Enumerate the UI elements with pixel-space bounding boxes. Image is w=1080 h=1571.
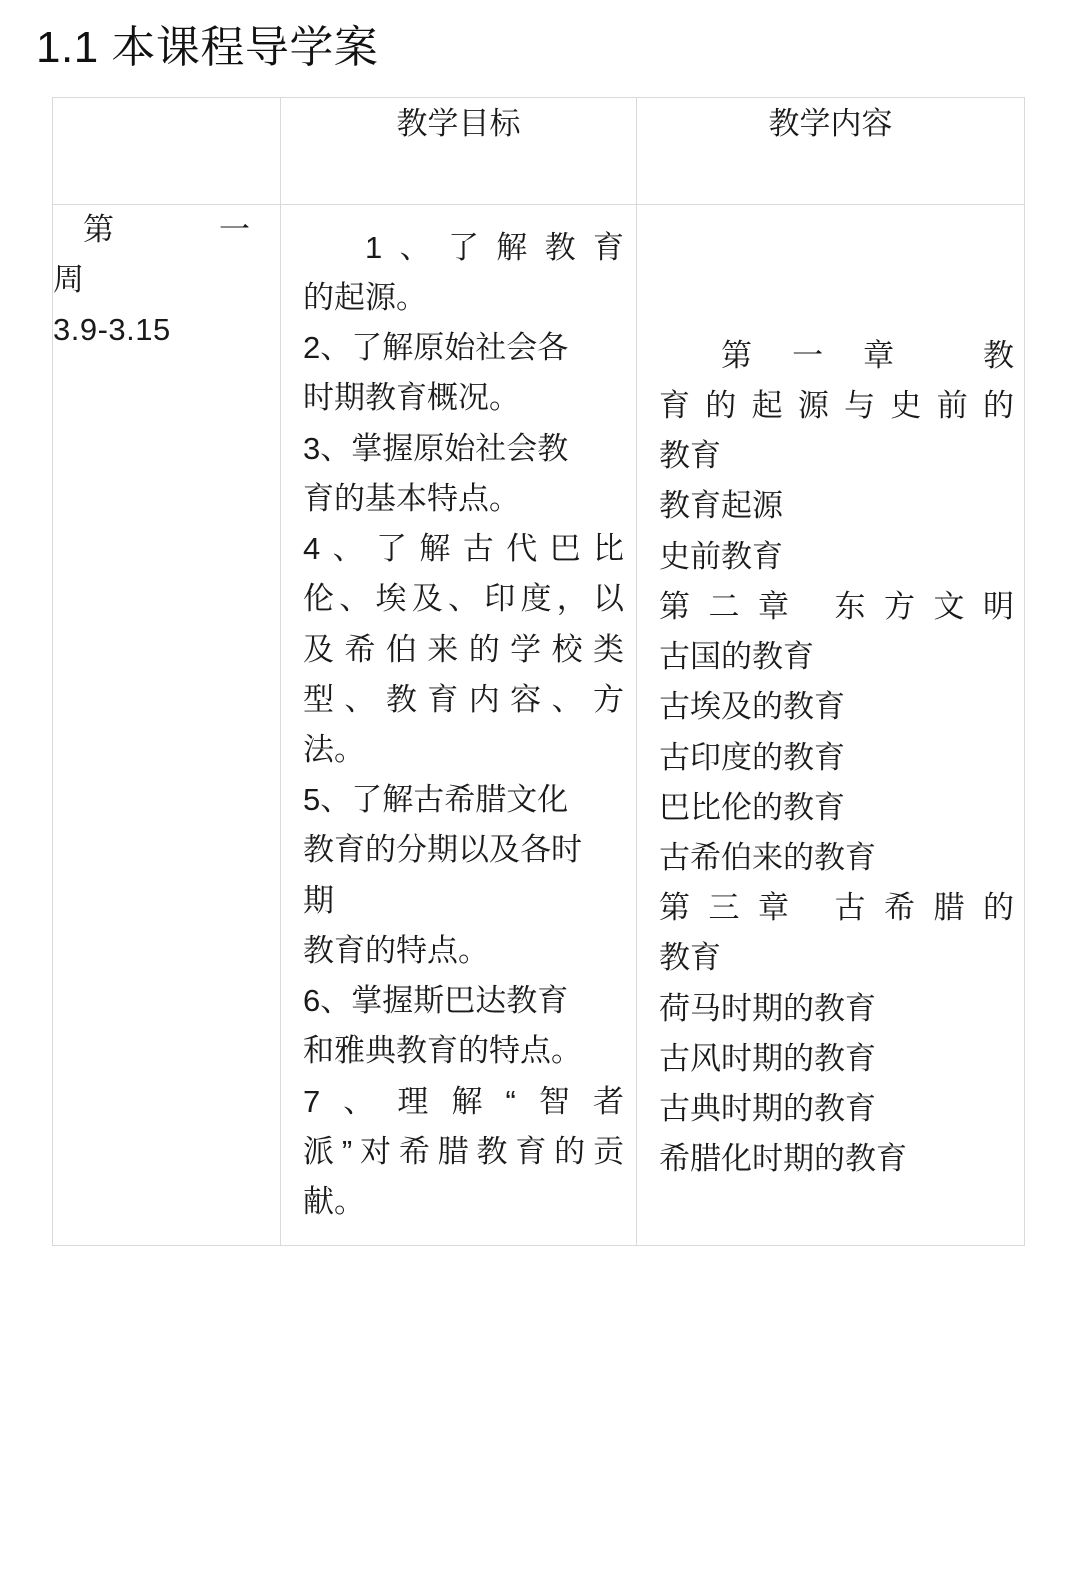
teaching-content-text	[637, 205, 1024, 1203]
goal-line: 教育的分期以及各时	[303, 832, 582, 868]
content-line: 古印度的教育	[659, 739, 845, 775]
week-label-line2: 周	[53, 262, 84, 298]
header-cell-week	[53, 97, 281, 204]
goal-line: 2、了解原始社会各	[303, 330, 569, 366]
content-line: 荷马时期的教育	[659, 990, 876, 1026]
content-line: 教育	[659, 940, 721, 976]
goal-line: 及希伯来的学校类	[303, 631, 624, 667]
goal-line: 1、了解教育	[365, 229, 624, 265]
content-line: 第一章 教	[721, 337, 1014, 373]
header-cell-teaching-goal: 教学目标	[281, 97, 637, 204]
table-row	[53, 204, 1025, 1245]
goal-line: 4、了解古代巴比	[303, 531, 624, 567]
goal-line: 教育的特点。	[303, 932, 489, 968]
content-line: 巴比伦的教育	[659, 789, 845, 825]
content-line: 史前教育	[659, 538, 783, 574]
teaching-goal-text	[281, 205, 636, 1245]
goal-line: 的起源。	[303, 280, 427, 316]
goal-line: 时期教育概况。	[303, 380, 520, 416]
goal-line: 伦、埃及、印度，以	[303, 581, 624, 617]
goal-line: 6、掌握斯巴达教育	[303, 983, 569, 1019]
goal-line: 型、教育内容、方	[303, 681, 624, 717]
goal-line: 献。	[303, 1183, 365, 1219]
content-line: 古国的教育	[659, 639, 814, 675]
cell-teaching-content	[637, 204, 1025, 1245]
goal-line: 期	[303, 882, 334, 918]
content-line: 希腊化时期的教育	[659, 1141, 907, 1177]
content-line: 古希伯来的教育	[659, 839, 876, 875]
page-title: 1.1 本课程导学案	[36, 23, 379, 72]
week-date-range: 3.9-3.15	[53, 312, 171, 348]
content-line: 古埃及的教育	[659, 689, 845, 725]
content-line: 教育	[659, 438, 721, 474]
content-line: 古典时期的教育	[659, 1091, 876, 1127]
goal-line: 派”对希腊教育的贡	[303, 1133, 624, 1169]
content-line: 育的起源与史前的	[659, 388, 1014, 424]
content-line: 古风时期的教育	[659, 1040, 876, 1076]
cell-week	[53, 204, 281, 1245]
goal-line: 3、掌握原始社会教	[303, 430, 569, 466]
table-header-row	[53, 97, 1025, 204]
cell-teaching-goal	[281, 204, 637, 1245]
content-line: 第三章 古希腊的	[659, 890, 1014, 926]
goal-line: 法。	[303, 731, 365, 767]
goal-line: 7、理解“智者	[303, 1083, 624, 1119]
goal-line: 和雅典教育的特点。	[303, 1033, 582, 1069]
goal-line: 育的基本特点。	[303, 480, 520, 516]
header-cell-teaching-content: 教学内容	[637, 97, 1025, 204]
goal-line: 5、了解古希腊文化	[303, 782, 569, 818]
week-label-line1: 第 一	[83, 211, 250, 247]
content-top-spacer	[659, 223, 1014, 331]
course-syllabus-table	[52, 97, 1025, 1246]
content-line: 第二章 东方文明	[659, 588, 1014, 624]
content-line: 教育起源	[659, 488, 783, 524]
